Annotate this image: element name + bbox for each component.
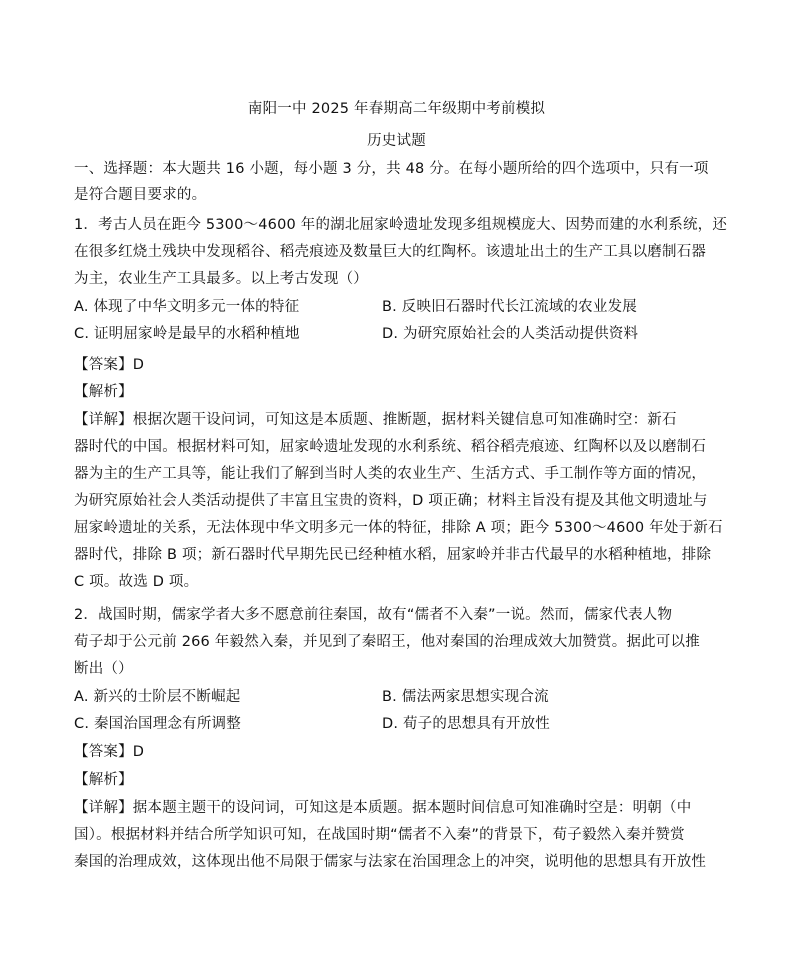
question-1-detail-line-3: 器为主的生产工具等，能让我们了解到当时人类的农业生产、生活方式、手工制作等方面的情况， [74, 466, 707, 482]
question-1-option-b: B. 反映旧石器时代长江流域的农业发展 [382, 299, 637, 315]
question-2-analysis-label: 【解析】 [74, 772, 133, 788]
question-2-option-a: A. 新兴的士阶层不断崛起 [74, 689, 241, 705]
question-2-option-b: B. 儒法两家思想实现合流 [382, 689, 549, 705]
question-1-option-c: C. 证明屈家岭是最早的水稻种植地 [74, 326, 300, 342]
section-heading-line-2: 是符合题目要求的。 [74, 187, 207, 203]
question-2-detail-line-1: 【详解】据本题主题干的设问词，可知这是本质题。据本题时间信息可知准确时空是：明朝（中 [74, 800, 692, 816]
question-2-stem-line-3: 断出（） [74, 661, 133, 677]
question-1-detail-line-7: C 项。故选 D 项。 [74, 574, 199, 590]
question-2-option-d: D. 荀子的思想具有开放性 [382, 716, 550, 732]
question-2-answer: 【答案】D [74, 744, 145, 760]
question-1-stem-line-1: 1．考古人员在距今 5300～4600 年的湖北屈家岭遗址发现多组规模庞大、因势而建的水利系统，还 [74, 217, 728, 233]
question-2-option-c: C. 秦国治国理念有所调整 [74, 716, 241, 732]
document-subtitle: 历史试题 [367, 133, 426, 149]
question-1-option-d: D. 为研究原始社会的人类活动提供资料 [382, 326, 639, 342]
question-2-stem-line-1: 2．战国时期，儒家学者大多不愿意前往秦国，故有“儒者不入秦”一说。然而，儒家代表人物 [74, 607, 673, 623]
question-2-detail-line-3: 秦国的治理成效，这体现出他不局限于儒家与法家在治国理念上的冲突，说明他的思想具有开放性 [74, 854, 707, 870]
document-title: 南阳一中 2025 年春期高二年级期中考前模拟 [247, 101, 546, 117]
question-1-stem-line-3: 为主，农业生产工具最多。以上考古发现（） [74, 271, 368, 287]
question-1-detail-line-1: 【详解】根据次题干设问词，可知这是本质题、推断题，据材料关键信息可知准确时空：新石 [74, 412, 677, 428]
question-1-option-a: A. 体现了中华文明多元一体的特征 [74, 299, 300, 315]
question-1-answer: 【答案】D [74, 357, 145, 373]
question-1-analysis-label: 【解析】 [74, 384, 133, 400]
question-1-detail-line-5: 屈家岭遗址的关系，无法体现中华文明多元一体的特征，排除 A 项；距今 5300～4600 年处于新石 [74, 520, 723, 536]
question-2-stem-line-2: 荀子却于公元前 266 年毅然入秦，并见到了秦昭王，他对秦国的治理成效大加赞赏。据此可以推 [74, 634, 700, 650]
question-1-detail-line-6: 器时代，排除 B 项；新石器时代早期先民已经种植水稻，屈家岭并非古代最早的水稻种植地，排除 [74, 547, 712, 563]
question-1-stem-line-2: 在很多红烧土残块中发现稻谷、稻壳痕迹及数量巨大的红陶杯。该遗址出土的生产工具以磨制石器 [74, 244, 707, 260]
question-1-detail-line-4: 为研究原始社会人类活动提供了丰富且宝贵的资料，D 项正确；材料主旨没有提及其他文明遗址与 [74, 493, 708, 509]
question-1-detail-line-2: 器时代的中国。根据材料可知，屈家岭遗址发现的水利系统、稻谷稻壳痕迹、红陶杯以及以磨制石 [74, 439, 707, 455]
section-heading-line-1: 一、选择题：本大题共 16 小题，每小题 3 分，共 48 分。在每小题所给的四个选项中，只有一项 [74, 161, 709, 177]
question-2-detail-line-2: 国）。根据材料并结合所学知识可知，在战国时期“儒者不入秦”的背景下，荀子毅然入秦并赞赏 [74, 827, 685, 843]
